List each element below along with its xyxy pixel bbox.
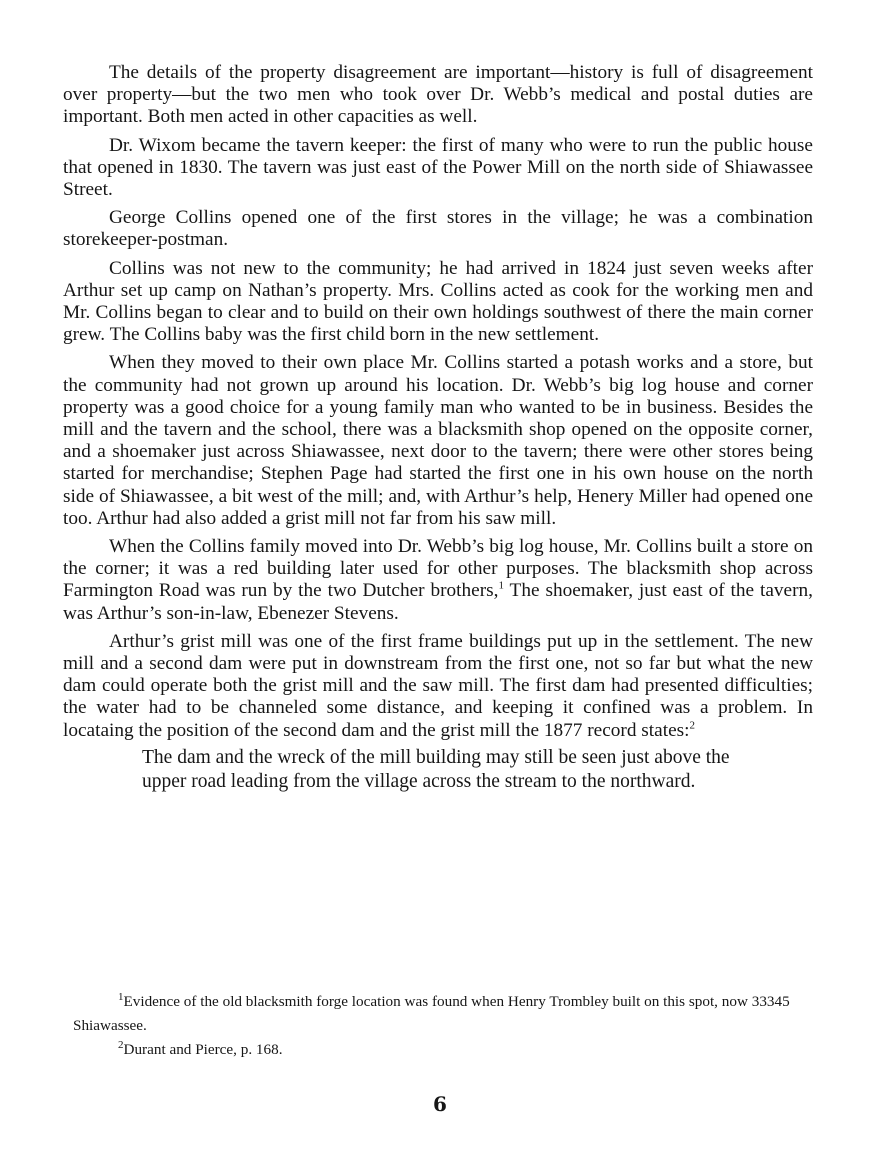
footnotes: [73, 990, 825, 1062]
paragraph: [63, 631, 813, 742]
paragraph: Dr. Wixom became the tavern keeper: the first of many who were to run the public house that opened in 1830. The tavern was just east of the Power Mill on the north side of Shiawassee Street.: [63, 134, 813, 201]
paragraph-text: Arthur’s grist mill was one of the first frame buildings put up in the settlement. The new mill and a second dam were put in downstream from the first one, not so far but what the new dam could operate both the grist mill and the saw mill. The first dam had presented difficulties; the water had to be channeled some distance, and keeping it confined was a problem. In locataing the position of the second dam and the grist mill the 1877 record states:: [63, 630, 813, 741]
footnote-text: Evidence of the old blacksmith forge location was found when Henry Trombley built on this spot, now 33345 Shiawassee.: [73, 993, 790, 1034]
page-number: 6: [433, 1092, 447, 1116]
paragraph: Collins was not new to the community; he had arrived in 1824 just seven weeks after Arthur set up camp on Nathan’s property. Mrs. Collins acted as cook for the working men and Mr. Collins began to clear and to build on their own holdings southwest of there the main corner grew. The Collins baby was the first child born in the new settlement.: [63, 257, 813, 346]
block-quote: The dam and the wreck of the mill building may still be seen just above the upper road leading from the village across the stream to the northward.: [142, 746, 730, 792]
footnote: [73, 1038, 825, 1062]
paragraph: [63, 536, 813, 625]
footnote-reference: 2: [689, 719, 695, 732]
paragraph: George Collins opened one of the first stores in the village; he was a combination storekeeper-postman.: [63, 207, 813, 251]
paragraph-text: When the Collins family moved into Dr. Webb’s big log house, Mr. Collins built a store on the corner; it was a red building later used for other purposes. The blacksmith shop across Farmington Road was run by the two Dutcher brothers,: [63, 536, 813, 602]
paragraph: When they moved to their own place Mr. Collins started a potash works and a store, but the community had not grown up around his location. Dr. Webb’s big log house and corner property was a good choice for a young family man who wanted to be in business. Besides the mill and the tavern and the school, there was a blacksmith shop opened on the opposite corner, and a shoemaker just across Shiawassee, next door to the tavern; there were other stores being started for merchandise; Stephen Page had started the first one in his own house on the north side of Shiawassee, a bit west of the mill; and, with Arthur’s help, Henery Miller had opened one too. Arthur had also added a grist mill not far from his saw mill.: [63, 352, 813, 529]
paragraph: The details of the property disagreement are important—history is full of disagreement over property—but the two men who took over Dr. Webb’s medical and postal duties are important. Both men acted in other capacities as well.: [63, 62, 813, 128]
footnote-marker: 1: [118, 990, 124, 1003]
paragraph-text: The shoemaker, just east of the tavern, was Arthur’s son-in-law, Ebenezer Stevens.: [63, 580, 813, 624]
footnote-text: Durant and Pierce, p. 168.: [123, 1041, 283, 1058]
footnote: [73, 990, 825, 1038]
footnote-reference: 1: [498, 580, 504, 593]
body-text: [63, 62, 813, 794]
footnote-marker: 2: [118, 1038, 124, 1051]
